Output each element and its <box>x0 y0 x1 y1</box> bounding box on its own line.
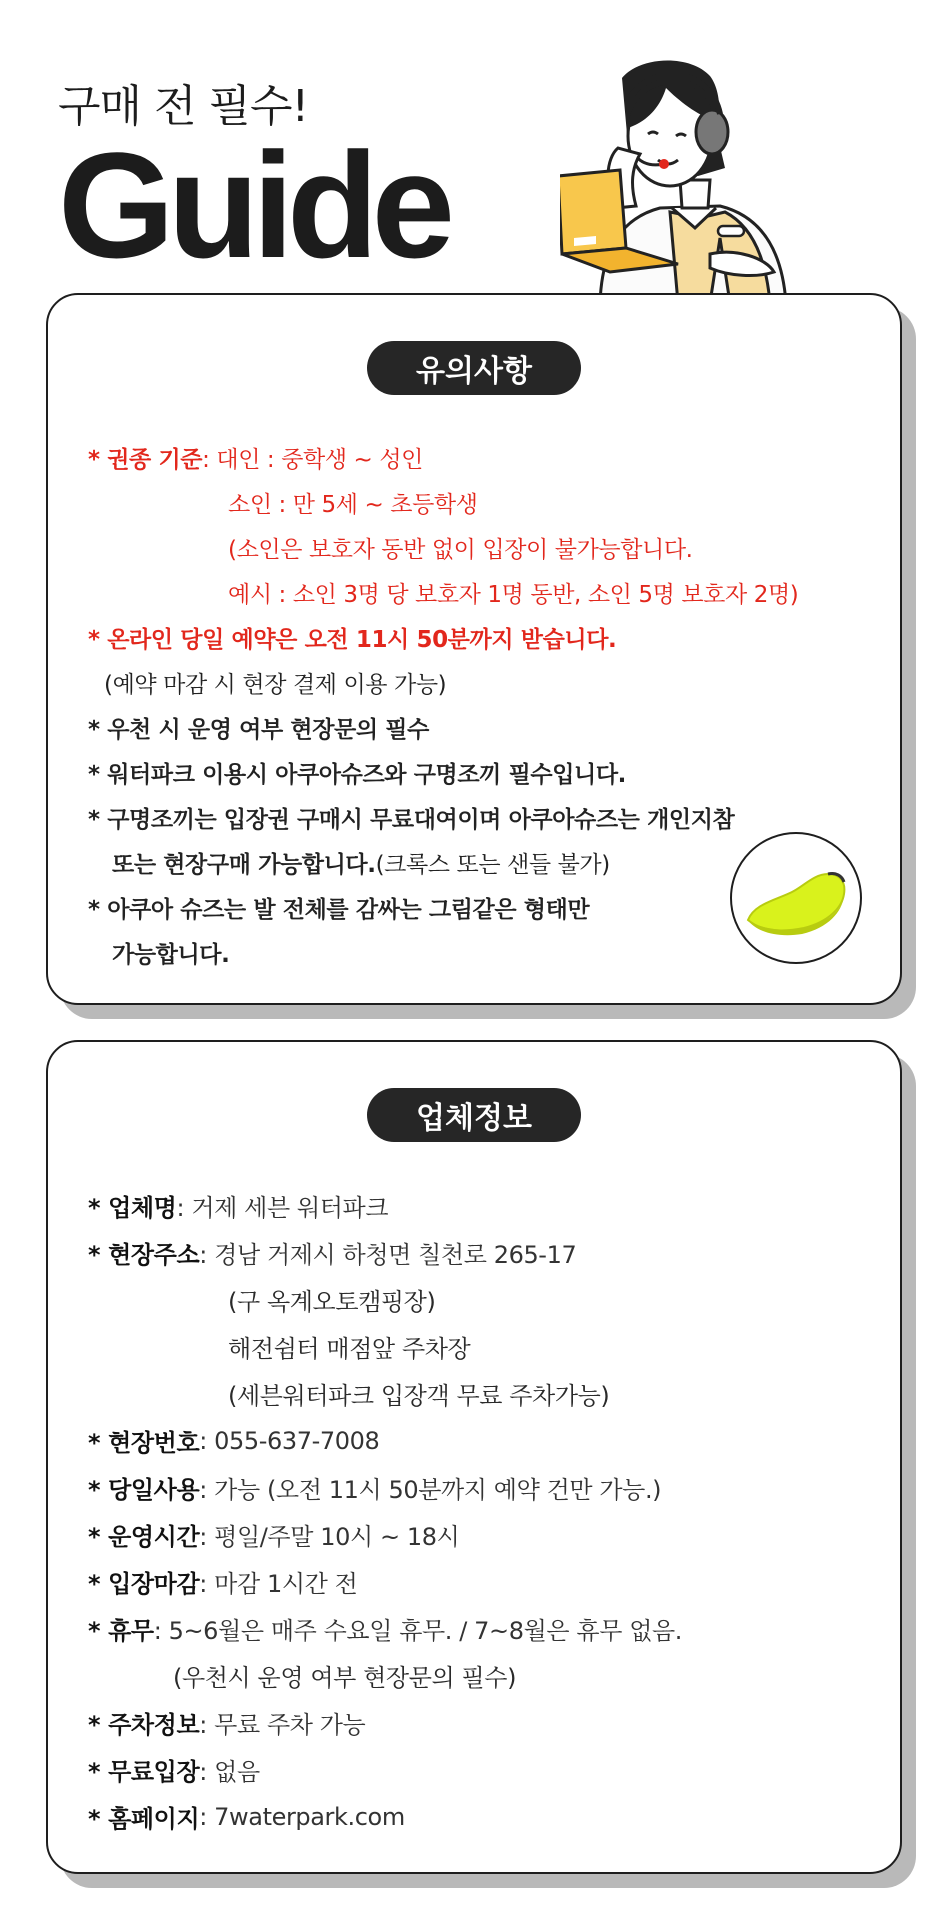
company-phone-value: : 055-637-7008 <box>199 1426 380 1455</box>
notice-ticket-example: 예시 : 소인 3명 당 보호자 1명 동반, 소인 5명 보호자 2명) <box>228 582 799 608</box>
notice-rain: * 우천 시 운영 여부 현장문의 필수 <box>88 717 429 743</box>
notice-ticket-adult: : 대인 : 중학생 ~ 성인 <box>202 447 423 473</box>
company-name-row <box>88 1182 870 1229</box>
company-close-label: * 입장마감 <box>88 1570 200 1598</box>
company-name-value: : 거제 세븐 워터파크 <box>176 1194 389 1222</box>
company-holiday-value: : 5~6월은 매주 수요일 휴무. / 7~8월은 휴무 없음. <box>153 1617 683 1645</box>
notice-title-pill: 유의사항 <box>367 341 581 395</box>
header-title: Guide <box>58 121 449 289</box>
company-hours-value: : 평일/주말 10시 ~ 18시 <box>199 1523 460 1551</box>
notice-shoes-2: 가능합니다. <box>112 942 230 968</box>
company-address-line3: 해전쉼터 매점앞 주차장 <box>228 1335 471 1363</box>
company-address-label: * 현장주소 <box>88 1241 200 1269</box>
company-sameday-value: : 가능 (오전 11시 50분까지 예약 건만 가능.) <box>199 1476 662 1504</box>
company-phone-row <box>88 1417 870 1464</box>
company-sameday-row <box>88 1464 870 1511</box>
company-free-row <box>88 1746 870 1793</box>
company-phone-label: * 현장번호 <box>88 1429 200 1457</box>
company-homepage-link[interactable]: : 7waterpark.com <box>199 1802 405 1831</box>
notice-ticket-note: (소인은 보호자 동반 없이 입장이 불가능합니다. <box>228 537 693 563</box>
company-parking-label: * 주차정보 <box>88 1711 200 1739</box>
company-address-line2: (구 옥계오토캠핑장) <box>228 1288 436 1316</box>
notice-ticket-label: * 권종 기준 <box>88 447 203 473</box>
notice-vest-3: (크록스 또는 샌들 불가) <box>375 852 610 878</box>
company-holiday-row <box>88 1605 870 1652</box>
customer-service-agent-icon <box>560 58 870 303</box>
notice-sameday: * 온라인 당일 예약은 오전 11시 50분까지 받습니다. <box>88 627 617 653</box>
aqua-shoe-icon <box>732 834 859 961</box>
company-sameday-label: * 당일사용 <box>88 1476 200 1504</box>
company-free-value: : 없음 <box>199 1758 260 1786</box>
company-hours-label: * 운영시간 <box>88 1523 200 1551</box>
company-parking-row <box>88 1699 870 1746</box>
shoe-image-frame <box>730 832 862 964</box>
notice-ticket-line <box>88 435 870 480</box>
company-title-pill: 업체정보 <box>367 1088 581 1142</box>
company-homepage-label: * 홈페이지 <box>88 1805 200 1833</box>
company-name-label: * 업체명 <box>88 1194 177 1222</box>
notice-sameday-note: (예약 마감 시 현장 결제 이용 가능) <box>104 672 447 698</box>
notice-vest-1: * 구명조끼는 입장권 구매시 무료대여이며 아쿠아슈즈는 개인지참 <box>88 807 735 833</box>
company-address-line4: (세븐워터파크 입장객 무료 주차가능) <box>228 1382 610 1410</box>
company-parking-value: : 무료 주차 가능 <box>199 1711 366 1739</box>
company-info-list <box>88 1182 870 1840</box>
company-address-value: : 경남 거제시 하청면 칠천로 265-17 <box>199 1241 577 1269</box>
company-hours-row <box>88 1511 870 1558</box>
notice-ticket-child: 소인 : 만 5세 ~ 초등학생 <box>228 492 478 518</box>
company-card <box>46 1040 902 1874</box>
company-address-row <box>88 1229 870 1276</box>
notice-waterpark: * 워터파크 이용시 아쿠아슈즈와 구명조끼 필수입니다. <box>88 762 626 788</box>
notice-shoes-1: * 아쿠아 슈즈는 발 전체를 감싸는 그림같은 형태만 <box>88 897 590 923</box>
notice-card <box>46 293 902 1005</box>
notice-vest-2: 또는 현장구매 가능합니다. <box>112 852 376 878</box>
company-holiday-note: (우천시 운영 여부 현장문의 필수) <box>173 1664 517 1692</box>
company-holiday-label: * 휴무 <box>88 1617 154 1645</box>
company-close-row <box>88 1558 870 1605</box>
company-homepage-row <box>88 1793 870 1840</box>
header-subtitle: 구매 전 필수! <box>58 81 309 132</box>
company-free-label: * 무료입장 <box>88 1758 200 1786</box>
company-close-value: : 마감 1시간 전 <box>199 1570 358 1598</box>
